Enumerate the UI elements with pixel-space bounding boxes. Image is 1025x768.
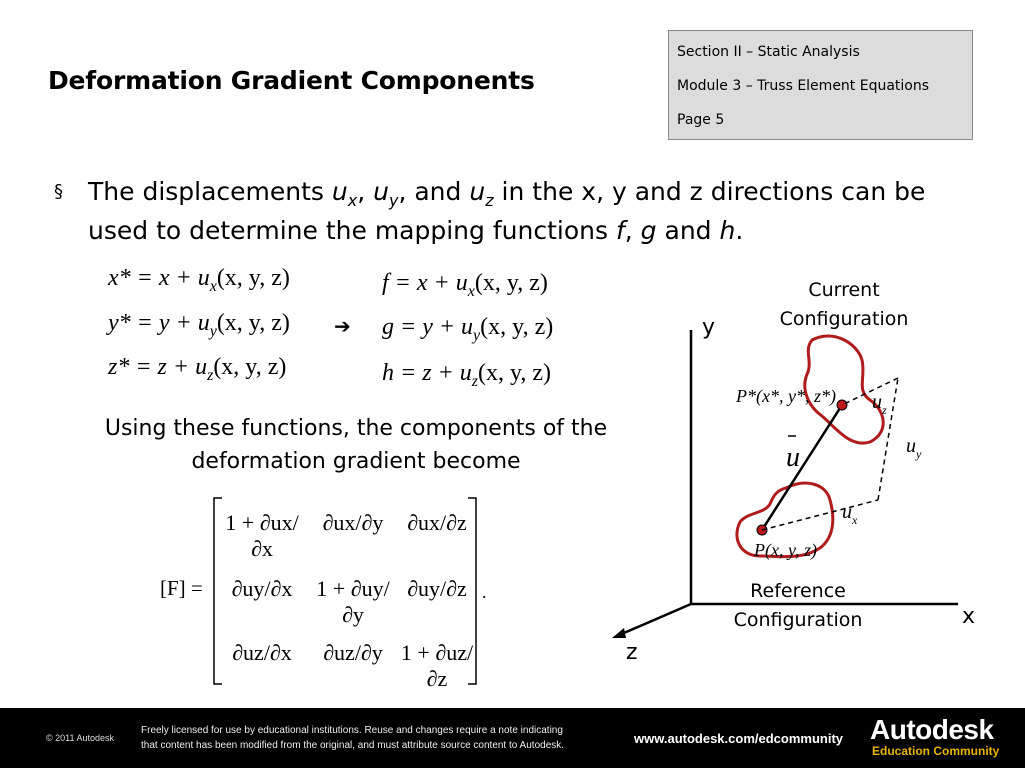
bullet-line-2: used to determine the mapping functions f, g and h. <box>88 216 744 245</box>
y-axis-label: y <box>702 315 716 340</box>
ux-label: $u_x$ <box>842 501 858 527</box>
page-label: Page 5 <box>677 112 725 128</box>
z-axis <box>617 604 691 636</box>
reference-configuration-label: Reference Configuration <box>733 580 863 631</box>
education-community-label: Education Community <box>872 744 1000 758</box>
footer-bar <box>0 708 1025 768</box>
equation-x-star: $x* = x + u_x(x$, y, z) <box>108 265 290 295</box>
equation-z-star: $z* = z + u_z(x$, y, z) <box>108 354 287 384</box>
current-configuration-label: Current Configuration <box>779 279 909 330</box>
point-p-label: P(x, y, z) <box>754 540 817 560</box>
z-axis-label: z <box>626 640 638 665</box>
displacement-vector <box>762 405 842 530</box>
copyright-text: © 2011 Autodesk <box>46 733 115 743</box>
slide-title: Deformation Gradient Components <box>48 66 535 95</box>
point-p-star-label: P*(x*, y*, z*) <box>736 386 836 406</box>
svg-text:.: . <box>482 582 487 602</box>
matrix-entry-23: ∂uy/∂z <box>407 576 467 601</box>
matrix-entry-21: ∂uy/∂x <box>231 576 293 601</box>
bullet-line-1: The displacements $u_x$, $u_y$, and $u_z$ in the x, y and z directions can be <box>88 177 926 210</box>
matrix-entry-12: ∂ux/∂y <box>322 510 384 535</box>
module-label: Module 3 – Truss Element Equations <box>677 78 930 94</box>
matrix-entry-13: ∂ux/∂z <box>407 510 467 535</box>
x-axis-label: x <box>962 604 976 629</box>
autodesk-logo: Autodesk <box>870 714 994 745</box>
equation-f: $f = x + u_x(x$, y, z) <box>382 270 548 300</box>
u-vector-label: u <box>786 442 800 473</box>
matrix-entry-31: ∂uz/∂x <box>232 640 292 665</box>
equation-g: $g = y + u_y(x$, y, z) <box>382 314 554 344</box>
equation-y-star: $y* = y + u_y(x$, y, z) <box>108 310 290 340</box>
community-link[interactable]: www.autodesk.com/edcommunity <box>634 731 844 746</box>
z-axis-arrow-icon <box>612 628 626 638</box>
license-text: Freely licensed for use by educational institutions. Reuse and changes require a note indicating that content has been modified from the original, and must attribute source content to Autodesk. <box>141 725 565 751</box>
bullet-marker: § <box>54 181 63 202</box>
uy-label: $u_y$ <box>906 435 922 461</box>
matrix-entry-11: 1 + ∂ux/∂x <box>225 510 299 561</box>
equation-h: $h = z + u_z(x$, y, z) <box>382 360 552 390</box>
matrix-entry-32: ∂uz/∂y <box>323 640 383 665</box>
section-label: Section II – Static Analysis <box>677 44 860 60</box>
implies-arrow-icon: ➔ <box>334 314 351 338</box>
matrix-entry-22: 1 + ∂uy/∂y <box>316 576 390 627</box>
deformation-gradient-intro: Using these functions, the components of the deformation gradient become <box>104 416 608 474</box>
matrix-lhs: [F] = <box>160 576 203 600</box>
uz-label: $u_z$ <box>872 391 887 417</box>
matrix-entry-33: 1 + ∂uz/∂z <box>400 640 474 691</box>
